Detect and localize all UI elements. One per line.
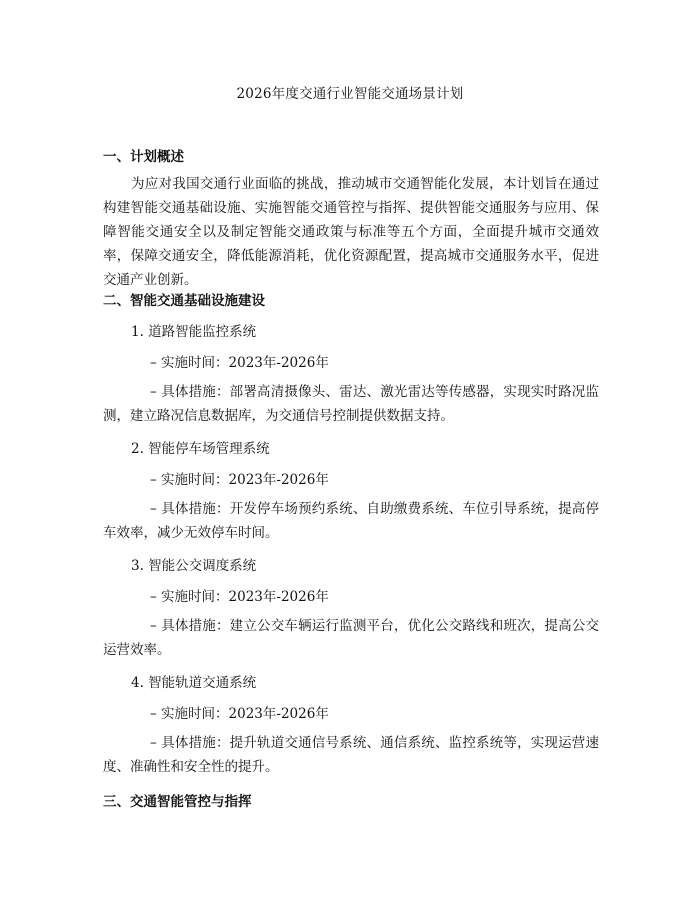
- list-item-time: – 实施时间：2023年-2026年: [150, 589, 329, 605]
- list-item-measures: – 具体措施：建立公交车辆运行监测平台，优化公交路线和班次，提高公交运营效率。: [103, 618, 599, 658]
- list-item-time: – 实施时间：2023年-2026年: [150, 355, 329, 371]
- list-item-label: 1. 道路智能监控系统: [131, 324, 257, 340]
- document-title: 2026年度交通行业智能交通场景计划: [236, 86, 464, 102]
- section-heading-infrastructure: 二、智能交通基础设施建设: [103, 293, 265, 309]
- list-item-time: – 实施时间：2023年-2026年: [150, 472, 329, 488]
- section-heading-overview: 一、计划概述: [103, 149, 184, 165]
- list-item-label: 2. 智能停车场管理系统: [131, 441, 270, 457]
- list-item-measures: – 具体措施：部署高清摄像头、雷达、激光雷达等传感器，实现实时路况监测，建立路况信息数据库，为交通信号控制提供数据支持。: [103, 384, 599, 424]
- list-item-label: 4. 智能轨道交通系统: [131, 675, 257, 691]
- list-item-measures: – 具体措施：开发停车场预约系统、自助缴费系统、车位引导系统，提高停车效率，减少无效停车时间。: [103, 501, 599, 541]
- overview-paragraph: 为应对我国交通行业面临的挑战，推动城市交通智能化发展，本计划旨在通过构建智能交通基础设施、实施智能交通管控与指挥、提供智能交通服务与应用、保障智能交通安全以及制定智能交通政策与标准等五个方面，全面提升城市交通效率，保障交通安全，降低能源消耗，优化资源配置，提高城市交通服务水平，促进交通产业创新。: [103, 176, 599, 288]
- list-item-time: – 实施时间：2023年-2026年: [150, 706, 329, 722]
- list-item-measures: – 具体措施：提升轨道交通信号系统、通信系统、监控系统等，实现运营速度、准确性和安全性的提升。: [103, 735, 599, 775]
- list-item-label: 3. 智能公交调度系统: [131, 558, 257, 574]
- section-heading-control: 三、交通智能管控与指挥: [103, 794, 252, 810]
